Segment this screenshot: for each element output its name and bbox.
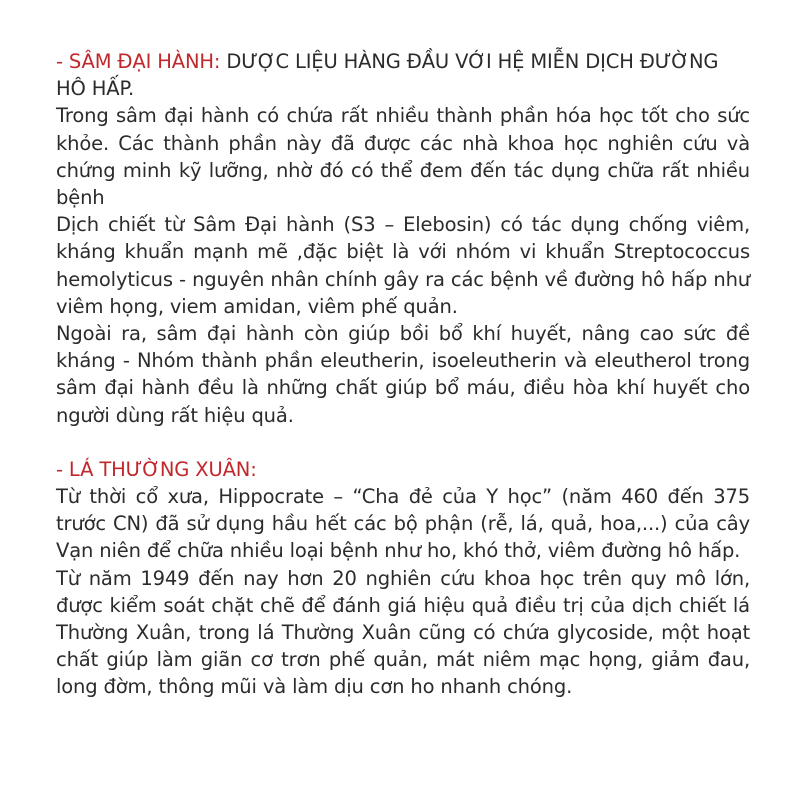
section-la-thuong-xuan [56, 456, 750, 701]
section-sam-dai-hanh [56, 48, 750, 429]
document-page [56, 48, 750, 701]
section-heading-rest: DƯỢC LIỆU HÀNG ĐẦU VỚI HỆ MIỄN DỊCH ĐƯỜNG HÔ HẤP. [56, 50, 719, 101]
section-heading-accent: - SÂM ĐẠI HÀNH: [56, 50, 221, 73]
paragraph: Ngoài ra, sâm đại hành còn giúp bồi bổ khí huyết, nâng cao sức đề kháng - Nhóm thành phần eleutherin, isoeleutherin và eleutherol trong sâm đại hành đều là những chất giúp bổ máu, điều hòa khí huyết cho người dùng rất hiệu quả. [56, 322, 750, 427]
paragraph: Từ thời cổ xưa, Hippocrate – “Cha đẻ của Y học” (năm 460 đến 375 trước CN) đã sử dụng hầu hết các bộ phận (rễ, lá, quả, hoa,...) của cây Vạn niên để chữa nhiều loại bệnh như ho, khó thở, viêm đường hô hấp. [56, 485, 750, 563]
paragraph: Dịch chiết từ Sâm Đại hành (S3 – Elebosin) có tác dụng chống viêm, kháng khuẩn mạnh mẽ ,đặc biệt là với nhóm vi khuẩn Streptococcus hemolyticus - nguyên nhân chính gây ra các bệnh về đường hô hấp như viêm họng, viem amidan, viêm phế quản. [56, 213, 750, 318]
section-heading [56, 456, 750, 483]
section-heading [56, 48, 750, 102]
paragraph: Từ năm 1949 đến nay hơn 20 nghiên cứu khoa học trên quy mô lớn, được kiểm soát chặt chẽ để đánh giá hiệu quả điều trị của dịch chiết lá Thường Xuân, trong lá Thường Xuân cũng có chứa glycoside, một hoạt chất giúp làm giãn cơ trơn phế quản, mát niêm mạc họng, giảm đau, long đờm, thông mũi và làm dịu cơn ho nhanh chóng. [56, 566, 750, 699]
section-heading-accent: - LÁ THƯỜNG XUÂN: [56, 457, 257, 481]
paragraph: Trong sâm đại hành có chứa rất nhiều thành phần hóa học tốt cho sức khỏe. Các thành phần này đã được các nhà khoa học nghiên cứu và chứng minh kỹ lưỡng, nhờ đó có thể đem đến tác dụng chữa rất nhiều bệnh [56, 104, 750, 210]
